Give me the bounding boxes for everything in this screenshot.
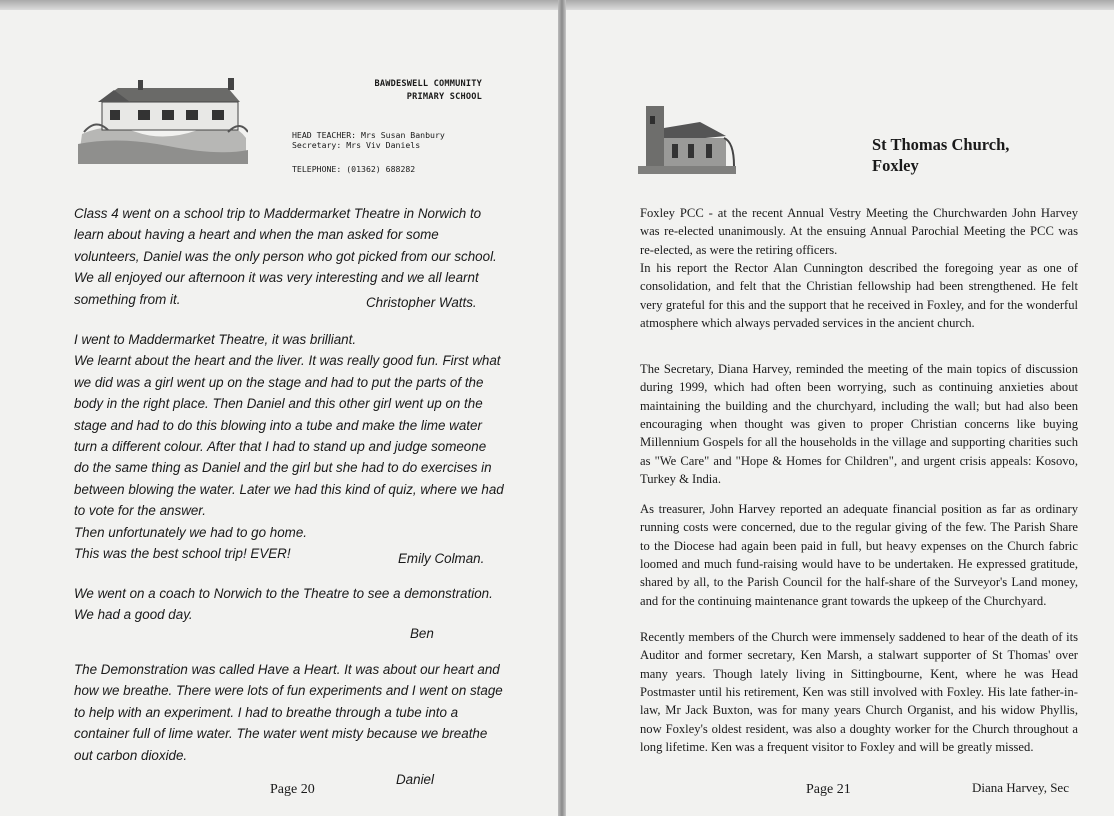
church-illustration (638, 102, 736, 174)
entry-4-signature: Daniel (396, 772, 434, 787)
entry-3-text: We went on a coach to Norwich to the Theatre to see a demonstration. We had a good day. (74, 586, 493, 623)
entry-2-text: I went to Maddermarket Theatre, it was brilliant. We learnt about the heart and the liver. It was really good fun. First what we did was a girl went up on the stage and had to put the parts of the body in the right place. Then Daniel and this other girl went up on the stage and had to do this blowing into a tube and make the lime water turn a different colour. After that I had to stand up and judge someone do the same thing as Daniel and the girl but she had to do exercises in between blowing the water. Later we had this kind of quiz, where we had to vote for the answer. Then unfortunately we had to go home. This was the best school trip! EVER! (74, 332, 504, 562)
school-name-line2: PRIMARY SCHOOL (406, 92, 482, 102)
entry-4-text: The Demonstration was called Have a Heart. It was about our heart and how we breathe. There were lots of fun experiments and I went on stage to help with an experiment. I had to breathe through a tube into a container full of lime water. The water went misty because we breathe out carbon dioxide. (74, 662, 503, 763)
article-signature: Diana Harvey, Sec (972, 780, 1069, 795)
secretary: Secretary: Mrs Viv Daniels (292, 140, 421, 150)
school-building-illustration (78, 72, 248, 164)
entry-3-signature: Ben (410, 626, 434, 641)
paragraph-1: Foxley PCC - at the recent Annual Vestry Meeting the Churchwarden John Harvey was re-elected unanimously. At the ensuing Annual Parochial Meeting the PCC was re-elected, as were the retiring officers. (640, 206, 1078, 257)
entry-2-signature: Emily Colman. (398, 551, 485, 566)
entry-1-signature: Christopher Watts. (366, 295, 477, 310)
right-page (566, 10, 1114, 816)
page-number-left: Page 20 (270, 782, 315, 797)
paragraph-3: The Secretary, Diana Harvey, reminded the meeting of the main topics of discussion during 1999, which had often been worrying, such as continuing anxieties about maintaining the building and the churchyard, including the wall; but had also been encouraging when thought was given to proper Christian concerns like buying Millennium Gospels for all the households in the village and supporting charities such as "We Care" and "Hope & Homes for Children", and urgent crisis appeals: Kosovo, Turkey & India. (640, 362, 1078, 487)
article-title (872, 134, 1072, 176)
article-title-line1: St Thomas Church, (872, 135, 1010, 154)
school-telephone: TELEPHONE: (01362) 688282 (292, 164, 416, 174)
article-title-line2: Foxley (872, 156, 919, 175)
book-gutter (558, 0, 566, 816)
entry-1-text: Class 4 went on a school trip to Maddermarket Theatre in Norwich to learn about having a heart and when the man asked for some volunteers, Daniel was the only person who got picked from our school. We all enjoyed our afternoon it was very interesting and we all learnt something from it. (74, 206, 497, 307)
school-name-line1: BAWDESWELL COMMUNITY (374, 79, 482, 89)
paragraph-4: As treasurer, John Harvey reported an adequate financial position as far as ordinary running costs were concerned, due to the regular giving of the few. The Parish Share to the Diocese had again been paid in full, but heavy expenses on the Church fabric loomed and much fund-raising would have to be undertaken. He expressed gratitude, shared by all, to the Parish Council for the half-share of the Surveyor's Land money, and for the continuing maintenance grant towards the upkeep of the Churchyard. (640, 502, 1078, 608)
school-name (320, 78, 482, 104)
page-number-right: Page 21 (806, 782, 851, 797)
left-page (0, 10, 558, 816)
school-staff (292, 130, 492, 150)
head-teacher: HEAD TEACHER: Mrs Susan Banbury (292, 130, 445, 140)
paragraph-2: In his report the Rector Alan Cunnington described the foregoing year as one of consolidation, and felt that the Christian fellowship had been strengthened. He felt very grateful for this and the support that he received in Foxley, and for the wonderful atmosphere which always pervaded services in the ancient church. (640, 261, 1078, 331)
paragraph-5: Recently members of the Church were immensely saddened to hear of the death of its Auditor and former secretary, Ken Marsh, a stalwart supporter of St Thomas' over many years. Though lately living in Sittingbourne, Kent, where he was Head Postmaster until his retirement, Ken was still involved with Foxley. His late father-in-law, Mr Jack Buxton, was for many years Church Organist, and his widow Phyllis, now Foxley's oldest resident, was also a doughty worker for the Church throughout a long lifetime. Ken was a frequent visitor to Foxley and will be greatly missed. (640, 630, 1078, 755)
